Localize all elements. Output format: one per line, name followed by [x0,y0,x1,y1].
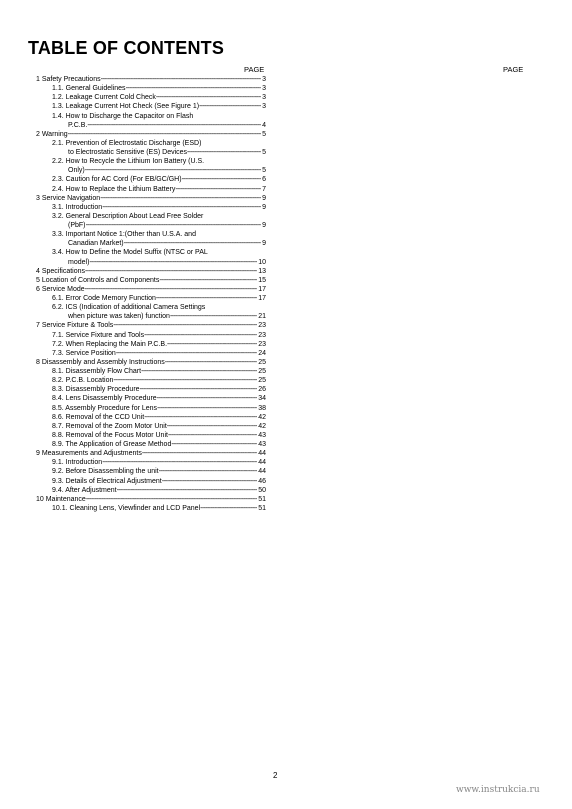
toc-entry[interactable] [32,230,266,248]
toc-entry-text: 7.1. Service Fixture and Tools [52,331,145,339]
toc-entry[interactable] [32,93,266,102]
toc-entry[interactable] [32,331,266,340]
toc-page-number: 42 [258,422,266,430]
toc-entry-text: 7.3. Service Position [52,349,116,357]
toc-page-number: 15 [258,276,266,284]
dot-leader [124,239,261,248]
toc-page-number: 42 [258,413,266,421]
dot-leader [199,102,261,111]
dot-leader [86,221,262,230]
dot-leader [85,166,261,175]
toc-entry[interactable] [32,458,266,467]
toc-entry-text: 2.4. How to Replace the Lithium Battery [52,185,176,193]
toc-page-number: 51 [258,495,266,503]
dot-leader [126,84,262,93]
dot-leader [141,367,257,376]
toc-entry-text: 3.2. General Description About Lead Free Solder [52,212,204,220]
dot-leader [156,294,257,303]
toc-page-number: 44 [258,468,266,476]
toc-entry[interactable] [32,248,266,266]
toc-page-number: 51 [258,504,266,512]
toc-entry-text: 6.1. Error Code Memory Function [52,295,156,302]
toc-page-number: 25 [258,368,266,375]
toc-entry[interactable] [32,294,266,303]
toc-entry-text: when picture was taken) function [68,313,170,321]
dot-leader [159,467,258,476]
toc-entry-text: 1.4. How to Discharge the Capacitor on Flash [52,112,194,120]
dot-leader [156,93,261,102]
toc-entry[interactable] [32,175,266,184]
dot-leader [157,394,258,403]
table-of-contents [32,75,266,513]
toc-entry-text: 1.1. General Guidelines [52,85,126,93]
toc-entry[interactable] [32,139,266,157]
toc-page-number: 10 [258,258,266,266]
dot-leader [142,449,257,458]
toc-entry-text: 1 Safety Precautions [36,76,101,83]
dot-leader [171,440,257,449]
toc-page-number: 17 [258,295,266,302]
dot-leader [144,331,257,340]
dot-leader [102,203,261,212]
toc-entry-text: 7 Service Fixture & Tools [36,322,114,330]
toc-entry-text: 8.4. Lens Disassembly Procedure [52,395,157,403]
toc-entry[interactable] [32,431,266,440]
toc-page-number: 25 [258,377,266,385]
toc-entry-text: (PbF) [68,222,86,229]
toc-entry-text: 1.3. Leakage Current Hot Check (See Figure 1) [52,103,200,111]
watermark: www.instrukcia.ru [456,785,540,795]
toc-entry[interactable] [32,413,266,422]
toc-entry[interactable] [32,376,266,385]
toc-page-number: 5 [262,149,266,156]
toc-page-number: 23 [258,340,266,348]
toc-entry-text: 9.4. After Adjustment [52,486,117,494]
toc-entry[interactable] [32,449,266,458]
toc-entry-text: Canadian Market) [68,240,124,248]
toc-page-number: 9 [262,203,266,211]
dot-leader [85,285,258,294]
toc-entry[interactable] [32,203,266,212]
toc-entry[interactable] [32,285,266,294]
toc-page-number: 9 [262,240,266,248]
page-title: TABLE OF CONTENTS [28,38,225,58]
dot-leader [140,385,258,394]
dot-leader [116,349,257,358]
toc-page-number: 44 [258,450,266,458]
toc-entry-text: 8.5. Assembly Procedure for Lens [52,404,158,412]
toc-entry-text: 7.2. When Replacing the Main P.C.B. [52,340,168,348]
toc-entry-text: model) [68,258,90,266]
toc-entry[interactable] [32,358,266,367]
toc-page-number: 46 [258,477,266,485]
toc-entry-text: 1.2. Leakage Current Cold Check [52,94,156,102]
toc-entry[interactable] [32,303,266,321]
toc-entry-text: 10.1. Cleaning Lens, Viewfinder and LCD Panel [52,504,201,512]
toc-entry[interactable] [32,385,266,394]
toc-page-number: 17 [258,285,266,293]
toc-page-number: 21 [258,313,266,321]
toc-entry-text: 8.1. Disassembly Flow Chart [52,368,142,375]
toc-entry-text: 3.4. How to Define the Model Suffix (NTSC or PAL [52,249,208,257]
toc-entry[interactable] [32,185,266,194]
dot-leader [102,458,257,467]
toc-page-number: 43 [258,441,266,448]
dot-leader [167,340,257,349]
toc-entry[interactable] [32,157,266,175]
toc-page-number: 5 [262,167,266,175]
dot-leader [113,376,257,385]
toc-page-number: 3 [262,103,266,111]
toc-page-number: 13 [258,267,266,275]
toc-entry[interactable] [32,504,266,513]
toc-page-number: 3 [262,85,266,93]
dot-leader [144,413,257,422]
toc-entry[interactable] [32,276,266,285]
dot-leader [187,148,261,157]
toc-entry-text: 3 Service Navigation [36,194,101,202]
toc-entry[interactable] [32,340,266,349]
toc-page-number: 9 [262,222,266,229]
toc-page-number: 6 [262,176,266,184]
toc-page-number: 24 [258,349,266,357]
toc-entry[interactable] [32,84,266,93]
dot-leader [200,504,257,513]
toc-entry-text: 6 Service Mode [36,285,85,293]
toc-entry-text: 2 Warning [36,130,68,138]
toc-entry[interactable] [32,394,266,403]
toc-entry-text: 9.2. Before Disassembling the unit [52,468,159,476]
dot-leader [167,422,257,431]
toc-entry[interactable] [32,486,266,495]
toc-entry-text: 5 Location of Controls and Components [36,276,160,284]
toc-entry[interactable] [32,367,266,376]
toc-entry[interactable] [32,440,266,449]
dot-leader [159,276,257,285]
toc-entry[interactable] [32,349,266,358]
toc-entry-text: 3.3. Important Notice 1:(Other than U.S.A. and [52,231,196,239]
toc-page-number: 4 [262,121,266,129]
toc-entry[interactable] [32,267,266,276]
toc-entry-text: 8.6. Removal of the CCD Unit [52,413,145,421]
toc-page-number: 9 [262,194,266,202]
dot-leader [68,130,261,139]
toc-entry-text: 9 Measurements and Adjustments [36,450,142,458]
toc-page-number: 25 [258,358,266,366]
toc-page-number: 44 [258,459,266,467]
toc-entry-text: Only) [68,167,85,175]
dot-leader [86,495,257,504]
toc-entry-text: 6.2. ICS (Indication of additional Camera Settings [52,304,206,312]
toc-entry[interactable] [32,477,266,486]
toc-page-number: 26 [258,386,266,394]
toc-page-number: 3 [262,76,266,83]
toc-entry[interactable] [32,112,266,130]
toc-page-number: 38 [258,404,266,412]
page-column-header: PAGE [244,65,265,74]
toc-page-number: 23 [258,331,266,339]
toc-entry[interactable] [32,422,266,431]
dot-leader [168,431,257,440]
dot-leader [182,175,262,184]
toc-entry-text: 2.2. How to Recycle the Lithium Ion Battery (U.S. [52,158,205,166]
toc-entry-text: 4 Specifications [36,267,86,275]
toc-page-number: 43 [258,431,266,439]
toc-page-number: 50 [258,486,266,494]
toc-entry-text: 2.1. Prevention of Electrostatic Discharge (ESD) [52,139,202,147]
toc-entry[interactable] [32,194,266,203]
toc-entry-text: P.C.B. [68,121,88,129]
dot-leader [157,404,257,413]
dot-leader [100,194,261,203]
toc-entry-text: 3.1. Introduction [52,203,103,211]
toc-entry[interactable] [32,212,266,230]
toc-page-number: 5 [262,130,266,138]
dot-leader [117,486,258,495]
dot-leader [165,358,257,367]
toc-entry[interactable] [32,75,266,84]
dot-leader [162,477,257,486]
toc-entry-text: 8.8. Removal of the Focus Motor Unit [52,431,168,439]
dot-leader [170,312,257,321]
toc-entry[interactable] [32,467,266,476]
dot-leader [101,75,262,84]
dot-leader [89,258,257,267]
toc-entry-text: 10 Maintenance [36,495,86,503]
toc-page-number: 34 [258,395,266,403]
toc-entry-text: to Electrostatic Sensitive (ES) Devices [68,149,188,156]
toc-entry-text: 8.2. P.C.B. Location [52,377,114,385]
toc-entry-text: 8.7. Removal of the Zoom Motor Unit [52,422,167,430]
toc-entry-text: 8 Disassembly and Assembly Instructions [36,358,165,366]
page-number: 2 [273,771,278,780]
toc-entry[interactable] [32,495,266,504]
toc-entry[interactable] [32,321,266,330]
toc-entry-text: 8.9. The Application of Grease Method [52,441,172,448]
toc-entry-text: 8.3. Disassembly Procedure [52,386,140,394]
toc-entry[interactable] [32,404,266,413]
toc-page-number: 3 [262,94,266,102]
toc-entry-text: 9.1. Introduction [52,459,103,467]
toc-page-number: 7 [262,185,266,193]
toc-entry-text: 9.3. Details of Electrical Adjustment [52,477,162,485]
toc-entry[interactable] [32,130,266,139]
toc-page-number: 23 [258,322,266,330]
dot-leader [113,321,257,330]
toc-entry[interactable] [32,102,266,111]
dot-leader [85,267,257,276]
dot-leader [87,121,261,130]
page-column-header-right: PAGE [503,65,524,74]
toc-entry-text: 2.3. Caution for AC Cord (For EB/GC/GH) [52,176,182,184]
dot-leader [175,185,261,194]
